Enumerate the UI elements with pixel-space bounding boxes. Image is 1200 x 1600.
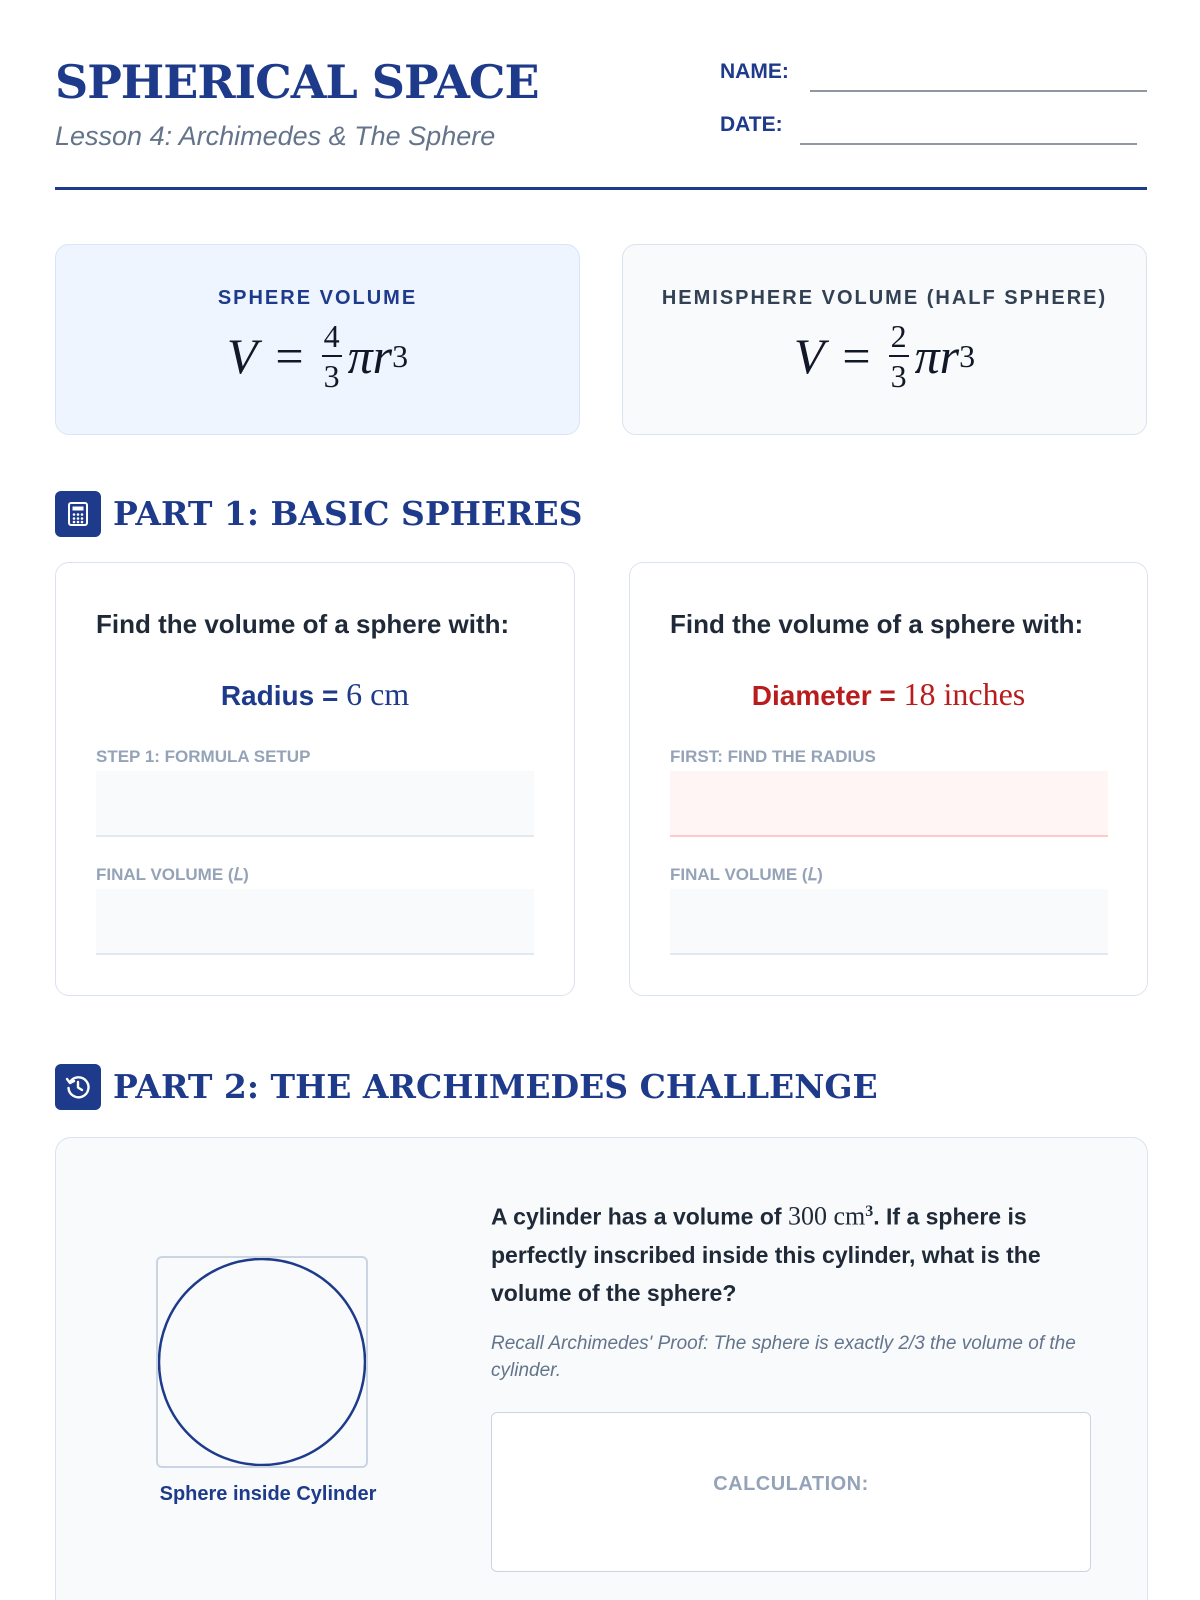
formula-exponent: 3 — [959, 337, 976, 374]
problem-card-radius — [55, 562, 575, 996]
fraction-denominator: 3 — [890, 358, 907, 394]
formula-label: HEMISPHERE VOLUME (HALF SPHERE) — [661, 287, 1108, 309]
sphere-volume-card — [55, 244, 580, 435]
fraction-denominator: 3 — [323, 358, 340, 394]
history-icon — [55, 1064, 101, 1110]
formula-pi-r: πr — [347, 328, 393, 384]
fraction-numerator: 2 — [889, 320, 909, 357]
fraction-numerator: 4 — [322, 320, 342, 357]
formula-equals: = — [842, 328, 871, 384]
calculator-icon — [55, 491, 101, 537]
cylinder-volume-value: 300 cm — [787, 1201, 866, 1231]
step-label: FIRST: FIND THE RADIUS — [670, 747, 876, 766]
given-label: Diameter = — [751, 680, 896, 711]
final-volume-answer-box[interactable] — [670, 889, 1108, 955]
name-field[interactable] — [810, 90, 1147, 92]
problem-question: Find the volume of a sphere with: — [670, 609, 1084, 639]
formula-pi-r: πr — [914, 328, 960, 384]
problem-text-start: A cylinder has a volume of — [491, 1203, 788, 1230]
part1-title: PART 1: BASIC SPHERES — [113, 494, 583, 533]
find-radius-answer-box[interactable] — [670, 771, 1108, 837]
worksheet-header — [55, 55, 1147, 190]
date-label: DATE: — [720, 113, 783, 136]
formula-label: SPHERE VOLUME — [217, 287, 418, 309]
final-volume-label: FINAL VOLUME (𝐿) — [96, 865, 249, 884]
name-label: NAME: — [720, 60, 789, 83]
part2-title: PART 2: THE ARCHIMEDES CHALLENGE — [113, 1067, 878, 1106]
final-volume-label: FINAL VOLUME (𝐿) — [670, 865, 823, 884]
challenge-problem-text — [491, 1193, 1091, 1312]
lesson-subtitle: Lesson 4: Archimedes & The Sphere — [55, 121, 496, 151]
problem-card-diameter — [629, 562, 1148, 996]
hemisphere-volume-formula — [794, 320, 975, 392]
given-diameter — [630, 676, 1147, 713]
formula-exponent: 3 — [392, 337, 409, 374]
given-radius — [56, 676, 574, 713]
given-value: 6 cm — [346, 676, 410, 712]
cylinder-volume-exponent: 3 — [865, 1203, 874, 1220]
calculation-label: CALCULATION: — [713, 1473, 869, 1495]
given-label: Radius = — [220, 680, 339, 711]
given-value: 18 inches — [903, 676, 1026, 712]
hemisphere-volume-card — [622, 244, 1147, 435]
date-field[interactable] — [800, 143, 1137, 145]
page-title: SPHERICAL SPACE — [55, 55, 539, 109]
formula-lhs: V — [226, 328, 258, 384]
formula-fraction — [322, 320, 342, 392]
step-label: STEP 1: FORMULA SETUP — [96, 747, 311, 766]
calculation-box[interactable] — [491, 1412, 1091, 1572]
sphere-volume-formula — [227, 320, 408, 392]
cylinder-outline — [156, 1256, 368, 1468]
archimedes-hint: Recall Archimedes' Proof: The sphere is exactly 2/3 the volume of the cylinder. — [491, 1333, 1076, 1381]
formula-equals: = — [275, 328, 304, 384]
formula-fraction — [889, 320, 909, 392]
inscribed-sphere-diagram — [158, 1258, 366, 1466]
problem-question: Find the volume of a sphere with: — [96, 609, 510, 639]
final-volume-answer-box[interactable] — [96, 889, 534, 955]
formula-lhs: V — [793, 328, 825, 384]
problem-text-end: . If a sphere is perfectly inscribed inside this cylinder, what is the volume of the sphere? — [491, 1203, 1041, 1306]
figure-caption: Sphere inside Cylinder — [159, 1483, 377, 1505]
archimedes-challenge-card — [55, 1137, 1148, 1600]
formula-setup-answer-box[interactable] — [96, 771, 534, 837]
